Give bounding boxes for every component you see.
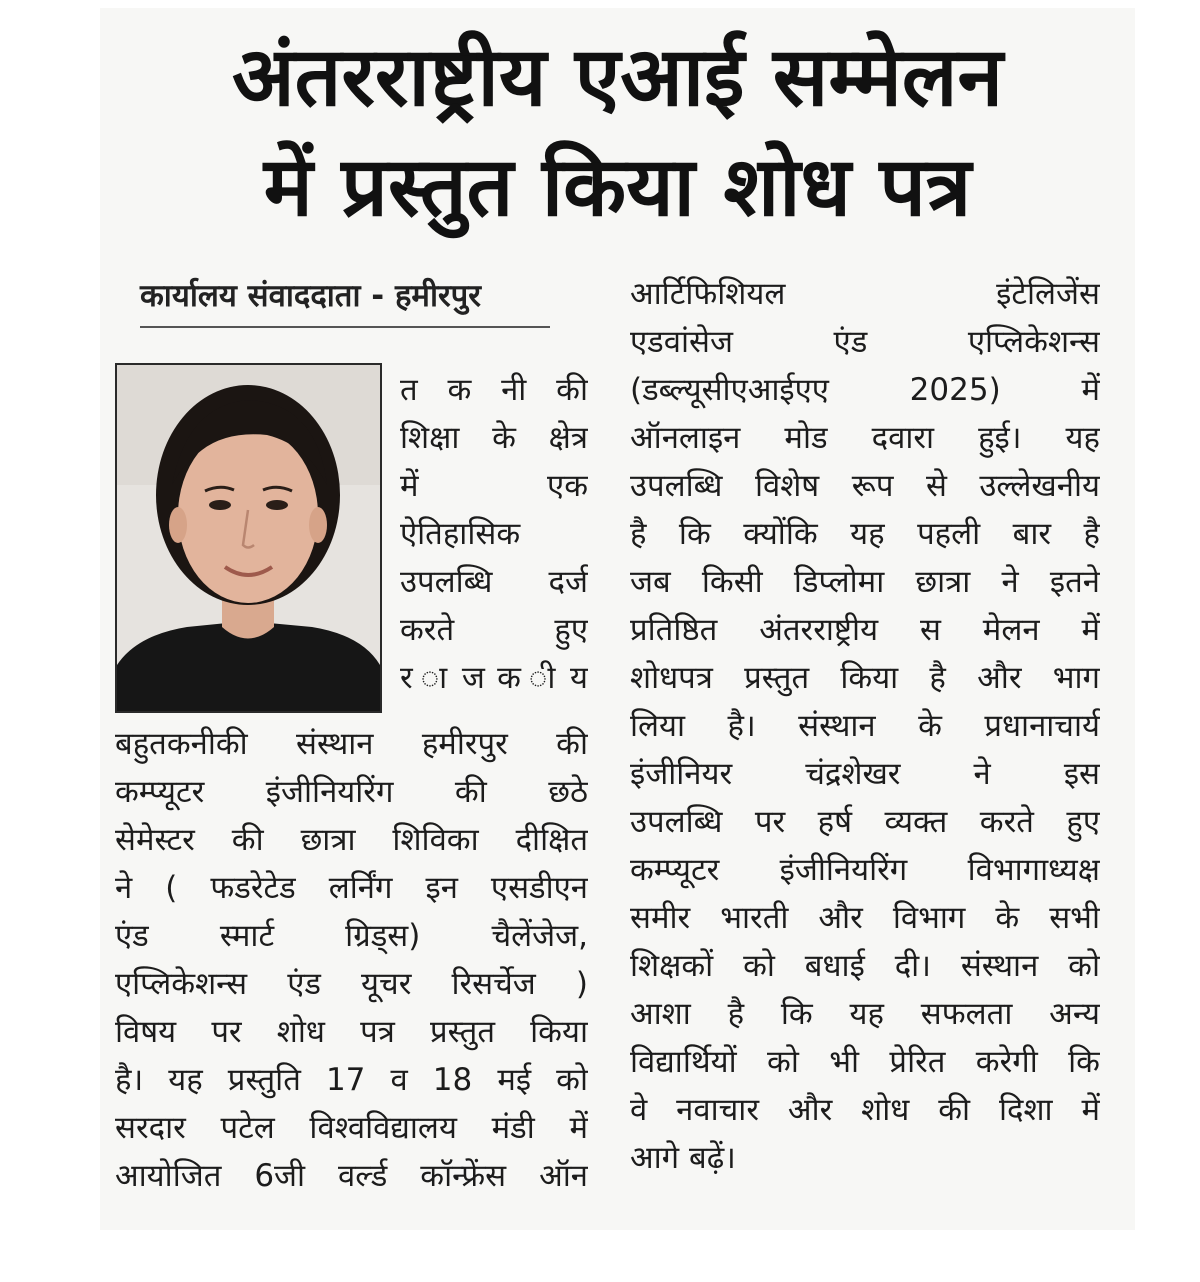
right-line: है कि क्योंकि यह पहली बार है bbox=[630, 516, 1100, 552]
left-line: आयोजित 6जी वर्ल्ड कॉन्फ्रेंस ऑन bbox=[115, 1158, 588, 1194]
right-line: (डब्ल्यूसीएआईएए 2025) में bbox=[630, 372, 1100, 408]
left-line: सेमेस्टर की छात्रा शिविका दीक्षित bbox=[115, 822, 588, 858]
right-line: जब किसी डिप्लोमा छात्रा ने इतने bbox=[630, 564, 1100, 600]
wrap-line: त क नी की bbox=[400, 372, 588, 408]
byline: कार्यालय संवाददाता - हमीरपुर bbox=[140, 278, 481, 314]
right-line: आर्टिफिशियल इंटेलिजेंस bbox=[630, 276, 1100, 312]
right-line: आशा है कि यह सफलता अन्य bbox=[630, 996, 1100, 1032]
right-line: शोधपत्र प्रस्तुत किया है और भाग bbox=[630, 660, 1100, 696]
right-line: उपलब्धि पर हर्ष व्यक्त करते हुए bbox=[630, 804, 1100, 840]
wrap-line: ऐतिहासिक bbox=[400, 516, 521, 552]
headline-line-2: में प्रस्तुत किया शोध पत्र bbox=[263, 140, 972, 235]
student-photo bbox=[115, 363, 382, 713]
left-line: कम्प्यूटर इंजीनियरिंग की छठे bbox=[115, 774, 588, 810]
right-line: समीर भारती और विभाग के सभी bbox=[630, 900, 1100, 936]
right-line: कम्प्यूटर इंजीनियरिंग विभागाध्यक्ष bbox=[630, 852, 1100, 888]
right-line: प्रतिष्ठित अंतरराष्ट्रीय स मेलन में bbox=[630, 612, 1100, 648]
news-clipping bbox=[100, 8, 1135, 1230]
left-line: बहुतकनीकी संस्थान हमीरपुर की bbox=[115, 726, 588, 762]
student-portrait-icon bbox=[117, 365, 380, 711]
left-line: ने ( फडरेटेड लर्निंग इन एसडीएन bbox=[115, 870, 588, 906]
left-line: है। यह प्रस्तुति 17 व 18 मई को bbox=[115, 1062, 588, 1098]
right-line: शिक्षकों को बधाई दी। संस्थान को bbox=[630, 948, 1100, 984]
left-line: सरदार पटेल विश्वविद्यालय मंडी में bbox=[115, 1110, 588, 1146]
wrap-line: करते हुए bbox=[400, 612, 588, 648]
right-line: इंजीनियर चंद्रशेखर ने इस bbox=[630, 756, 1100, 792]
wrap-line: उपलब्धि दर्ज bbox=[400, 564, 588, 600]
wrap-column bbox=[400, 366, 588, 702]
left-line: एप्लिकेशन्स एंड यूचर रिसर्चेज ) bbox=[115, 966, 588, 1002]
right-line: उपलब्धि विशेष रूप से उल्लेखनीय bbox=[630, 468, 1100, 504]
right-line: वे नवाचार और शोध की दिशा में bbox=[630, 1092, 1100, 1128]
left-column bbox=[115, 720, 588, 1200]
left-line: एंड स्मार्ट ग्रिड्स) चैलेंजेज, bbox=[115, 918, 588, 954]
wrap-line: में एक bbox=[400, 468, 588, 504]
byline-underline bbox=[140, 326, 550, 328]
right-line: लिया है। संस्थान के प्रधानाचार्य bbox=[630, 708, 1100, 744]
right-line: एडवांसेज एंड एप्लिकेशन्स bbox=[630, 324, 1100, 360]
right-line: ऑनलाइन मोड दवारा हुई। यह bbox=[630, 420, 1100, 456]
headline-line-1: अंतरराष्ट्रीय एआई सम्मेलन bbox=[232, 30, 1003, 125]
right-line: आगे बढ़ें। bbox=[630, 1140, 736, 1176]
wrap-line: र ा ज क ी य bbox=[400, 660, 588, 696]
right-column bbox=[630, 270, 1100, 1182]
wrap-line: शिक्षा के क्षेत्र bbox=[400, 420, 588, 456]
right-line: विद्यार्थियों को भी प्रेरित करेगी कि bbox=[630, 1044, 1100, 1080]
left-line: विषय पर शोध पत्र प्रस्तुत किया bbox=[115, 1014, 588, 1050]
